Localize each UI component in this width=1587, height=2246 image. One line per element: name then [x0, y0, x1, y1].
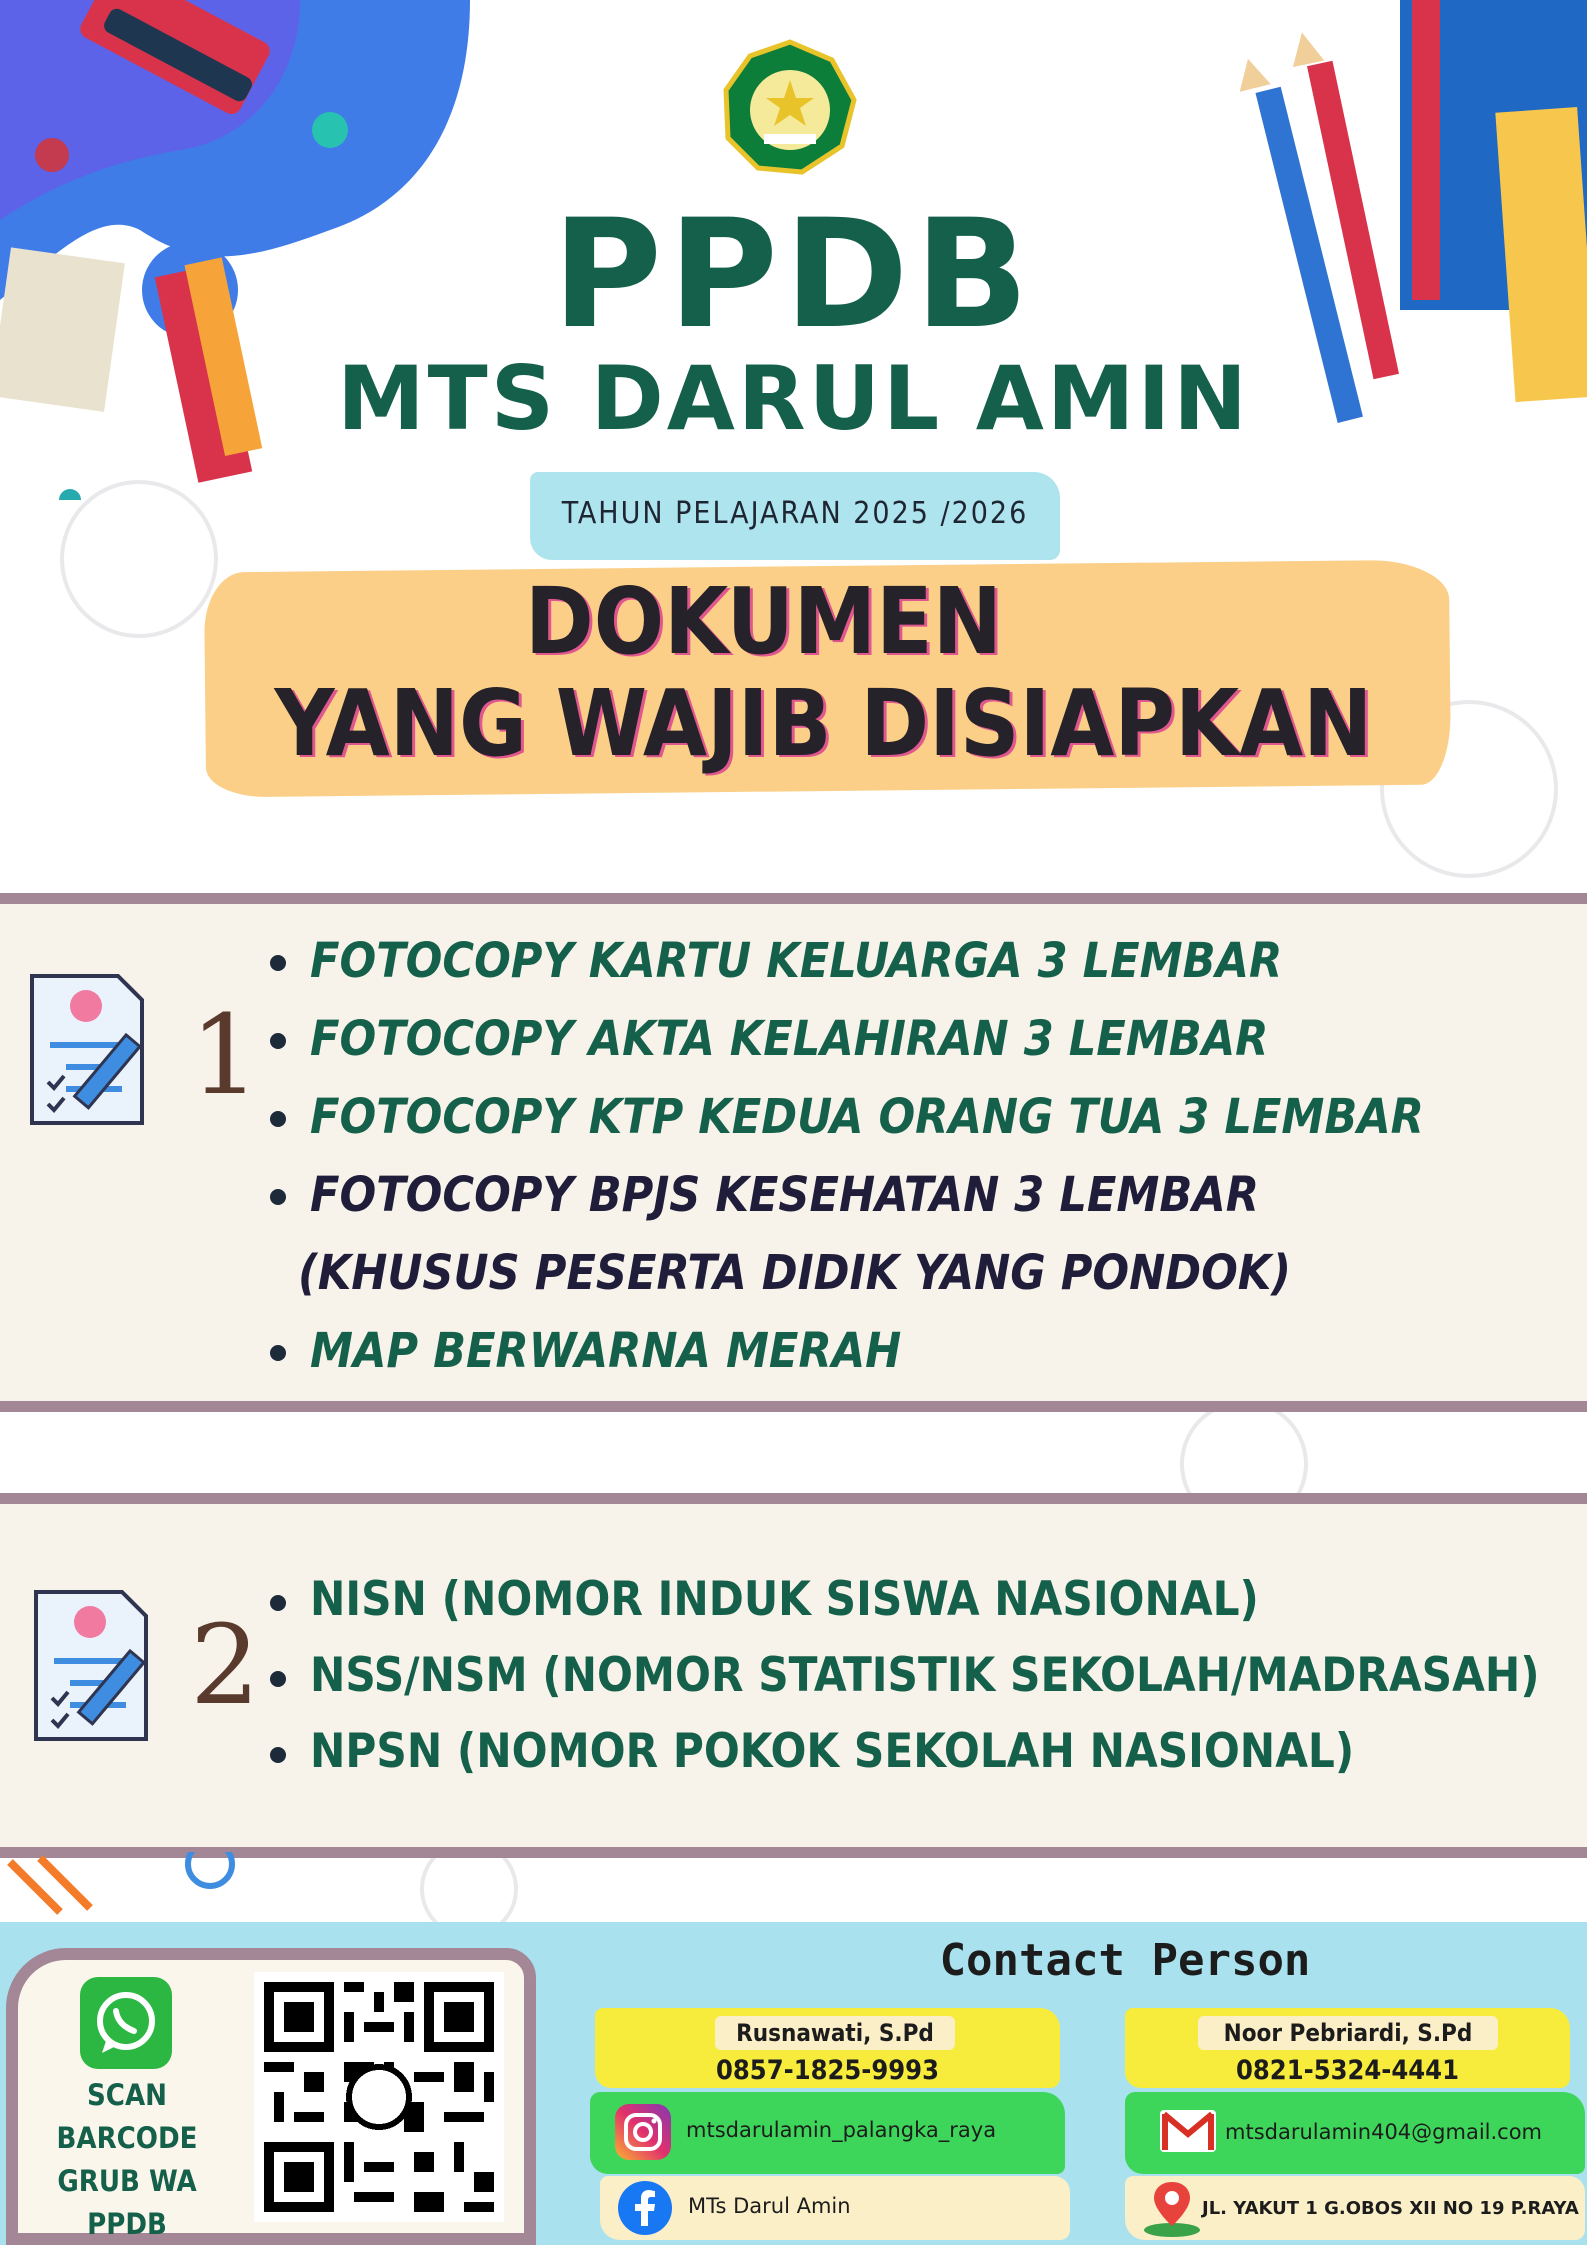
- whatsapp-glyph-icon: [80, 1977, 172, 2069]
- location-pin-icon: [1140, 2178, 1204, 2238]
- bullet-icon: [270, 1595, 286, 1611]
- document-title-line1: DOKUMEN: [524, 568, 1003, 675]
- list-item: FOTOCOPY KTP KEDUA ORANG TUA 3 LEMBAR: [262, 1078, 1424, 1156]
- bullet-icon: [270, 1111, 286, 1127]
- contact-person-title: Contact Person: [939, 1935, 1311, 1986]
- list-item-continuation: (KHUSUS PESERTA DIDIK YANG PONDOK): [298, 1245, 1291, 1301]
- list-item: FOTOCOPY BPJS KESEHATAN 3 LEMBAR: [262, 1156, 1424, 1234]
- bullet-icon: [270, 1189, 286, 1205]
- section-2-number: 2: [190, 1601, 260, 1729]
- section-1-number: 1: [190, 991, 260, 1119]
- list-item: FOTOCOPY KARTU KELUARGA 3 LEMBAR: [262, 922, 1424, 1000]
- facebook-icon: [617, 2180, 673, 2236]
- bullet-icon: [270, 1747, 286, 1763]
- instagram-handle[interactable]: mtsdarulamin_palangka_raya: [686, 2118, 997, 2142]
- school-name: MTS DARUL AMIN: [337, 347, 1250, 450]
- paperclip-decoration-icon: [0, 1852, 260, 1922]
- instagram-icon: [615, 2104, 671, 2160]
- email-icon: [1160, 2110, 1216, 2152]
- page-title: PPDB: [552, 188, 1035, 362]
- list-item: MAP BERWARNA MERAH: [262, 1312, 1424, 1390]
- document-title-line2: YANG WAJIB DISIAPKAN: [274, 670, 1373, 777]
- school-address: JL. YAKUT 1 G.OBOS XII NO 19 P.RAYA: [1202, 2198, 1579, 2219]
- list-item: FOTOCOPY AKTA KELAHIRAN 3 LEMBAR: [262, 1000, 1424, 1078]
- email-address[interactable]: mtsdarulamin404@gmail.com: [1225, 2120, 1543, 2144]
- contact-1-phone[interactable]: 0857-1825-9993: [716, 2055, 939, 2086]
- academic-year: TAHUN PELAJARAN 2025 /2026: [561, 496, 1029, 531]
- section-2-list: [262, 1562, 1540, 1790]
- contact-2-phone[interactable]: 0821-5324-4441: [1236, 2055, 1459, 2086]
- checklist-document-icon: [32, 1588, 150, 1743]
- madrasah-logo-icon: [720, 38, 860, 178]
- bullet-icon: [270, 955, 286, 971]
- bullet-icon: [270, 1345, 286, 1361]
- list-item: NSS/NSM (NOMOR STATISTIK SEKOLAH/MADRASAH): [262, 1638, 1540, 1714]
- list-item: NISN (NOMOR INDUK SISWA NASIONAL): [262, 1562, 1540, 1638]
- scan-instruction: SCAN BARCODE GRUB WA PPDB: [56, 2078, 198, 2241]
- section-1-list: [262, 922, 1424, 1390]
- qr-code-icon[interactable]: [254, 1972, 504, 2222]
- whatsapp-icon: [80, 1977, 172, 2069]
- facebook-page[interactable]: MTs Darul Amin: [688, 2194, 851, 2218]
- contact-2-name: Noor Pebriardi, S.Pd: [1198, 2016, 1498, 2050]
- list-item: NPSN (NOMOR POKOK SEKOLAH NASIONAL): [262, 1714, 1540, 1790]
- contact-1-name: Rusnawati, S.Pd: [715, 2016, 955, 2050]
- checklist-document-icon: [28, 972, 146, 1127]
- bullet-icon: [270, 1033, 286, 1049]
- bullet-icon: [270, 1671, 286, 1687]
